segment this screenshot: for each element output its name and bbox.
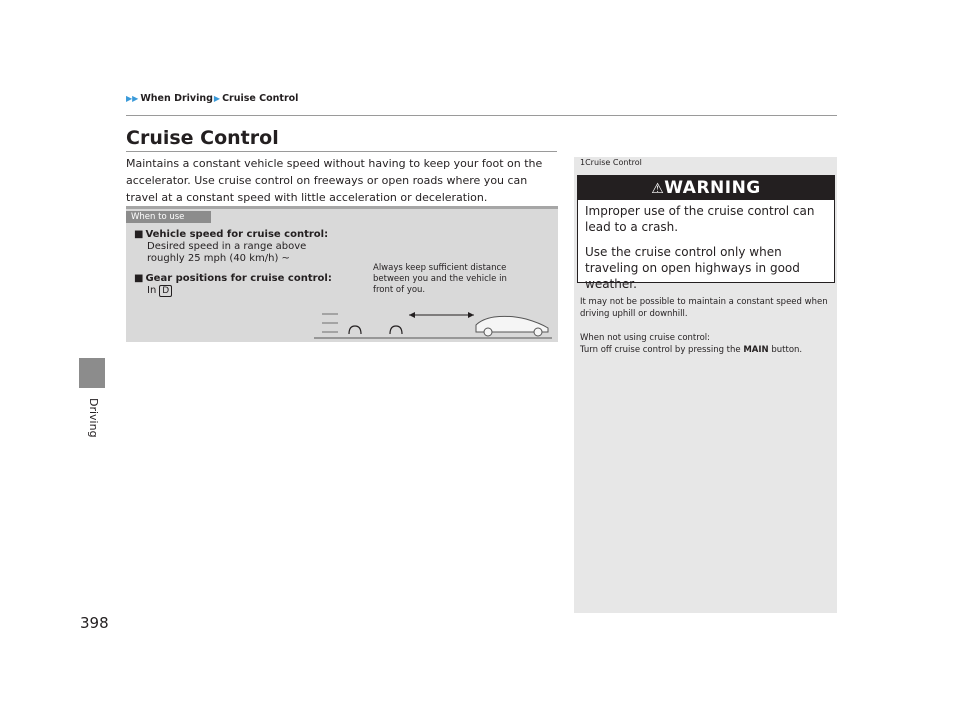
turn-off-note bbox=[580, 332, 834, 356]
panel-top-rule bbox=[126, 206, 558, 209]
distance-caption: Always keep sufficient distance between you and the vehicle in front of you. bbox=[373, 263, 507, 295]
speed-condition bbox=[134, 229, 334, 265]
warning-heading-text: WARNING bbox=[664, 178, 761, 198]
turn-off-note-text-end: button. bbox=[768, 345, 803, 355]
intro-paragraph: Maintains a constant vehicle speed without having to keep your foot on the accelerator. Use cruise control on freeways or open roads where you can travel at a constant speed with little acceleration or deceleration. bbox=[126, 157, 543, 204]
warning-triangle-icon: ⚠ bbox=[651, 181, 665, 197]
bullet-icon: ■ bbox=[134, 273, 144, 284]
following-distance-illustration bbox=[314, 302, 554, 340]
breadcrumb-section[interactable]: When Driving bbox=[140, 93, 213, 104]
header-rule bbox=[126, 115, 837, 116]
breadcrumb-arrows-icon: ▶▶ bbox=[126, 94, 139, 103]
gear-condition-heading: Gear positions for cruise control: bbox=[145, 273, 332, 284]
turn-off-note-text: Turn off cruise control by pressing the bbox=[580, 345, 744, 355]
breadcrumb-arrow-icon: ▶ bbox=[213, 94, 221, 103]
warning-text-2: Use the cruise control only when traveling on open highways in good weather. bbox=[585, 245, 800, 291]
chapter-tab bbox=[79, 358, 105, 388]
when-to-use-tag: When to use bbox=[126, 211, 211, 223]
turn-off-note-heading: When not using cruise control: bbox=[580, 333, 710, 343]
gear-condition-body: In bbox=[147, 285, 157, 296]
speed-condition-body: Desired speed in a range above roughly 25 mph (40 km/h) ~ bbox=[147, 241, 307, 264]
sidebar-section-label: 1Cruise Control bbox=[580, 158, 642, 167]
page-number: 398 bbox=[80, 614, 109, 632]
title-rule bbox=[126, 151, 557, 152]
main-button-label: MAIN bbox=[743, 345, 769, 355]
uphill-note: It may not be possible to maintain a constant speed when driving uphill or downhill. bbox=[580, 297, 828, 319]
bullet-icon: ■ bbox=[134, 229, 144, 240]
speed-condition-heading: Vehicle speed for cruise control: bbox=[145, 229, 329, 240]
chapter-label: Driving bbox=[87, 398, 100, 438]
warning-text-1: Improper use of the cruise control can lead to a crash. bbox=[585, 204, 815, 234]
page-title: Cruise Control bbox=[126, 127, 279, 149]
gear-condition bbox=[134, 273, 334, 297]
breadcrumb-topic[interactable]: Cruise Control bbox=[222, 93, 299, 104]
warning-heading bbox=[578, 176, 834, 200]
breadcrumb bbox=[126, 93, 298, 104]
gear-d-icon: D bbox=[159, 285, 172, 297]
